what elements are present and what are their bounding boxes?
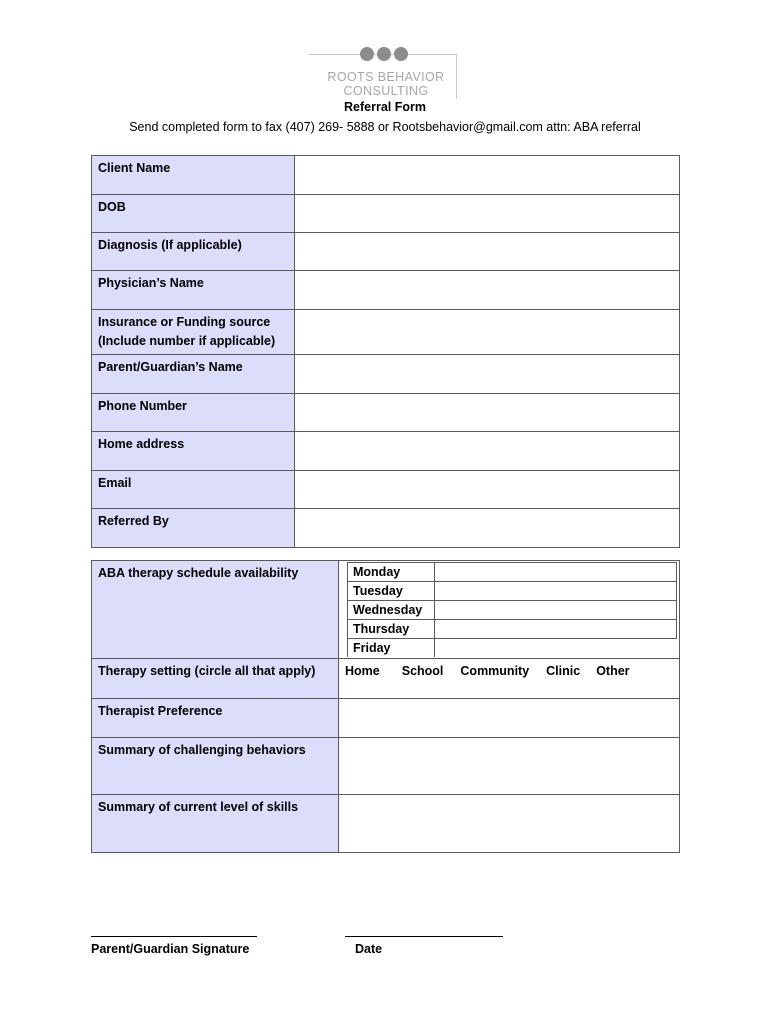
table-row [348, 639, 677, 658]
table-row [92, 738, 680, 795]
table-row [348, 601, 677, 620]
table-row [92, 195, 680, 233]
table-row [92, 509, 680, 548]
table-row [92, 795, 680, 853]
table-row [348, 620, 677, 639]
logo-sprout-icon [377, 47, 391, 61]
schedule-availability-cell [339, 561, 680, 659]
insurance-field[interactable] [295, 310, 680, 355]
email-label: Email [92, 471, 295, 509]
logo-leaf-icon [360, 47, 374, 61]
wednesday-availability-field[interactable] [435, 601, 677, 620]
setting-option-clinic[interactable]: Clinic [546, 664, 581, 678]
company-logo [296, 44, 476, 100]
table-row [348, 582, 677, 601]
referred-by-field[interactable] [295, 509, 680, 548]
therapy-setting-label: Therapy setting (circle all that apply) [92, 659, 339, 699]
day-thursday: Thursday [348, 620, 435, 639]
skills-summary-label: Summary of current level of skills [92, 795, 339, 853]
friday-availability-field[interactable] [435, 639, 677, 658]
dob-label: DOB [92, 195, 295, 233]
guardian-name-field[interactable] [295, 355, 680, 394]
day-tuesday: Tuesday [348, 582, 435, 601]
therapy-setting-options [339, 659, 679, 684]
table-row [92, 699, 680, 738]
diagnosis-field[interactable] [295, 233, 680, 271]
email-field[interactable] [295, 471, 680, 509]
physician-name-field[interactable] [295, 271, 680, 310]
parent-signature-line[interactable] [91, 936, 257, 937]
table-row [92, 355, 680, 394]
therapy-setting-cell [339, 659, 680, 699]
home-address-field[interactable] [295, 432, 680, 471]
setting-option-community[interactable]: Community [460, 664, 530, 678]
therapy-info-table [91, 560, 680, 853]
parent-signature-label: Parent/Guardian Signature [91, 942, 250, 956]
table-row [348, 563, 677, 582]
table-row [92, 271, 680, 310]
phone-number-field[interactable] [295, 394, 680, 432]
setting-option-other[interactable]: Other [596, 664, 630, 678]
skills-summary-field[interactable] [339, 795, 680, 853]
date-line[interactable] [345, 936, 503, 937]
table-row [92, 432, 680, 471]
guardian-name-label: Parent/Guardian’s Name [92, 355, 295, 394]
client-info-table [91, 155, 680, 548]
insurance-label: Insurance or Funding source (Include number if applicable) [92, 310, 295, 355]
table-row [92, 156, 680, 195]
therapist-preference-label: Therapist Preference [92, 699, 339, 738]
date-label: Date [355, 942, 383, 956]
weekday-schedule-grid [347, 562, 677, 657]
logo-flower-icon [394, 47, 408, 61]
therapist-preference-field[interactable] [339, 699, 680, 738]
table-row [92, 310, 680, 355]
challenging-behaviors-label: Summary of challenging behaviors [92, 738, 339, 795]
diagnosis-label: Diagnosis (If applicable) [92, 233, 295, 271]
table-row [92, 233, 680, 271]
day-wednesday: Wednesday [348, 601, 435, 620]
thursday-availability-field[interactable] [435, 620, 677, 639]
client-name-label: Client Name [92, 156, 295, 195]
monday-availability-field[interactable] [435, 563, 677, 582]
table-row [92, 471, 680, 509]
tuesday-availability-field[interactable] [435, 582, 677, 601]
table-row [92, 659, 680, 699]
logo-icons [360, 47, 408, 61]
day-monday: Monday [348, 563, 435, 582]
physician-name-label: Physician’s Name [92, 271, 295, 310]
home-address-label: Home address [92, 432, 295, 471]
dob-field[interactable] [295, 195, 680, 233]
client-name-field[interactable] [295, 156, 680, 195]
referred-by-label: Referred By [92, 509, 295, 548]
schedule-availability-label: ABA therapy schedule availability [92, 561, 339, 659]
table-row [92, 394, 680, 432]
logo-text: ROOTS BEHAVIOR CONSULTING [327, 70, 445, 98]
form-title: Referral Form [344, 100, 426, 114]
setting-option-school[interactable]: School [401, 664, 444, 678]
phone-number-label: Phone Number [92, 394, 295, 432]
form-instructions: Send completed form to fax (407) 269- 5888 or Rootsbehavior@gmail.com attn: ABA referral [129, 120, 641, 134]
day-friday: Friday [348, 639, 435, 658]
table-row [92, 561, 680, 659]
setting-option-home[interactable]: Home [345, 664, 380, 678]
challenging-behaviors-field[interactable] [339, 738, 680, 795]
